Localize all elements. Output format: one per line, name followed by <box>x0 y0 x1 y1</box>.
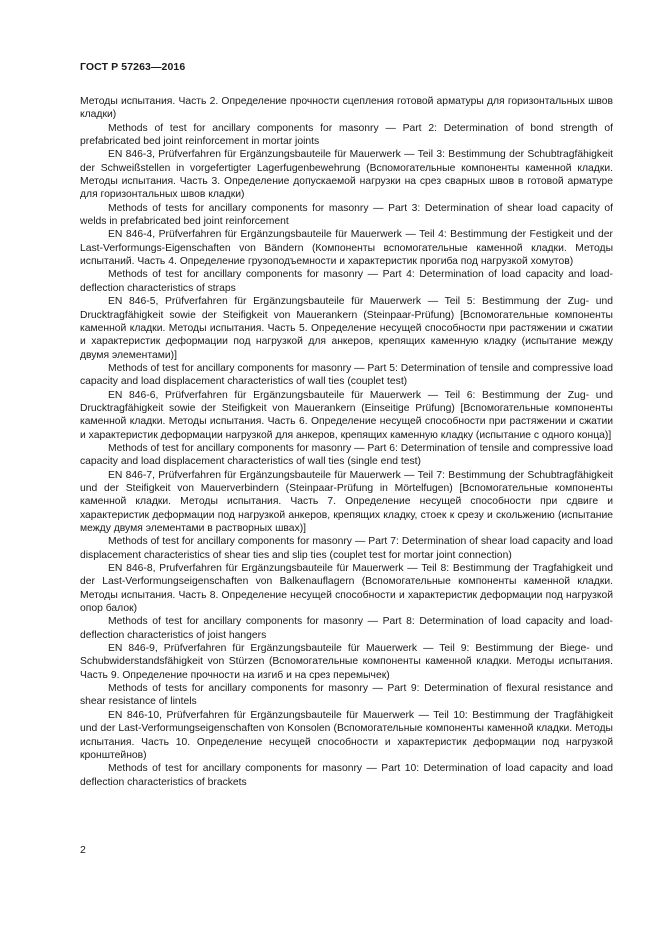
paragraph-14: Methods of test for ancillary components for masonry — Part 8: Determination of load capacity and load-deflection characteristics of joist hangers <box>80 616 613 641</box>
paragraph-6: Methods of test for ancillary components for masonry — Part 4: Determination of load capacity and load-deflection characteristics of straps <box>80 269 613 294</box>
paragraph-12: Methods of test for ancillary components for masonry — Part 7: Determination of shear load capacity and load displacement characteristics of shear ties and slip ties (couplet test for mortar joint connection) <box>80 536 613 561</box>
paragraph-17: EN 846-10, Prüfverfahren für Ergänzungsbauteile für Mauerwerk — Teil 10: Bestimmung der Tragfähigkeit und der Last-Verformungseigenschaften von Konsolen (Вспомогательные компоненты каменной кладки. Методы испытания. Часть 10. Определение несущей способности и характеристик деформации под нагрузкой кронштейнов) <box>80 709 613 761</box>
page-number: 2 <box>80 844 86 856</box>
paragraph-5: EN 846-4, Prüfverfahren für Ergänzungsbauteile für Mauerwerk — Teil 4: Bestimmung der Festigkeit und der Last-Verformungs-Eigenschaften von Bändern (Компоненты вспомогательные каменной кладки. Методы испытаний. Часть 4. Определение грузоподъемности и характеристик прогиба под нагрузкой хомутов) <box>80 229 613 268</box>
paragraph-7: EN 846-5, Prüfverfahren für Ergänzungsbauteile für Mauerwerk — Teil 5: Bestimmung der Zug- und Drucktragfähigkeit sowie der Steifigkeit von Mauerankern (Steinpaar-Prüfung) [Вспомогательные компоненты каменной кладки. Методы испытания. Часть 5. Определение несущей способности при растяжении и сжатии и характеристик деформации под нагрузкой для анкеров, крепящих каменную кладку (испытание между двумя элементами)] <box>80 296 613 361</box>
paragraph-9: EN 846-6, Prüfverfahren für Ergänzungsbauteile für Mauerwerk — Teil 6: Bestimmung der Zug- und Drucktragfähigkeit sowie der Steifigkeit von Mauerankern (Einseitige Prüfung) [Вспомогательные компоненты каменной кладки. Методы испытания. Часть 6. Определение несущей способности при растяжении и сжатии и характеристик деформации нагрузкой для анкеров, крепящих каменную кладку (испытание с одного конца)] <box>80 389 613 441</box>
paragraph-13: EN 846-8, Prufverfahren für Ergänzungsbauteile für Mauerwerk — Teil 8: Bestimmung der Tragfahigkeit und der Last-Verformungseigenschaften von Balkenauflagern (Вспомогательные компоненты каменной кладки. Методы испытания. Часть 8. Определение несущей способности и характеристик деформации под нагрузкой опор балок) <box>80 563 613 615</box>
paragraph-3: EN 846-3, Prüfverfahren für Ergänzungsbauteile für Mauerwerk — Teil 3: Bestimmung der Schubtragfähigkeit der Schweißstellen in vorgefertigter Lagerfugenbewehrung (Вспомогательные компоненты каменной кладки. Методы испытания. Часть 3. Определение допускаемой нагрузки на срез сварных швов в готовой арматуре для горизонтальных швов кладки) <box>80 149 613 201</box>
paragraph-10: Methods of test for ancillary components for masonry — Part 6: Determination of tensile and compressive load capacity and load displacement characteristics of wall ties (single end test) <box>80 442 613 468</box>
paragraph-8: Methods of test for ancillary components for masonry — Part 5: Determination of tensile and compressive load capacity and load displacement characteristics of wall ties (couplet test) <box>80 362 613 388</box>
paragraph-15: EN 846-9, Prüfverfahren für Ergänzungsbauteile für Mauerwerk — Teil 9: Bestimmung der Biege- und Schubwiderstandsfähigkeit von Stürzen (Вспомогательные компоненты каменной кладки. Методы испытания. Часть 9. Определение прочности на изгиб и на срез перемычек) <box>80 643 613 681</box>
paragraph-11: EN 846-7, Prüfverfahren für Ergänzungsbauteile für Mauerwerk — Teil 7: Bestimmung der Schubtragfähigkeit und der Steifigkeit von Mauerverbindern (Steinpaar-Prüfung in Mörtelfugen) [Вспомогательные компоненты каменной кладки. Методы испытания. Часть 7. Определение несущей способности при сдвиге и характеристик деформации под нагрузкой анкеров, крепящих кладку, стоек к срезу и скольжению (испытание между двумя элементами в растворных швах)] <box>80 469 613 534</box>
paragraph-4: Methods of tests for ancillary components for masonry — Part 3: Determination of shear load capacity of welds in prefabricated bed joint reinforcement <box>80 202 613 228</box>
paragraph-1: Методы испытания. Часть 2. Определение прочности сцепления готовой арматуры для горизонтальных швов кладки) <box>80 96 613 121</box>
paragraph-18: Methods of test for ancillary components for masonry — Part 10: Determination of load capacity and load deflection characteristics of brackets <box>80 763 613 788</box>
references-body <box>80 95 613 789</box>
paragraph-2: Methods of test for ancillary components for masonry — Part 2: Determination of bond strength of prefabricated bed joint reinforcement in mortar joints <box>80 122 613 148</box>
paragraph-16: Methods of tests for ancillary components for masonry — Part 9: Determination of flexural resistance and shear resistance of lintels <box>80 683 613 708</box>
standard-designation: ГОСТ Р 57263—2016 <box>80 61 186 73</box>
